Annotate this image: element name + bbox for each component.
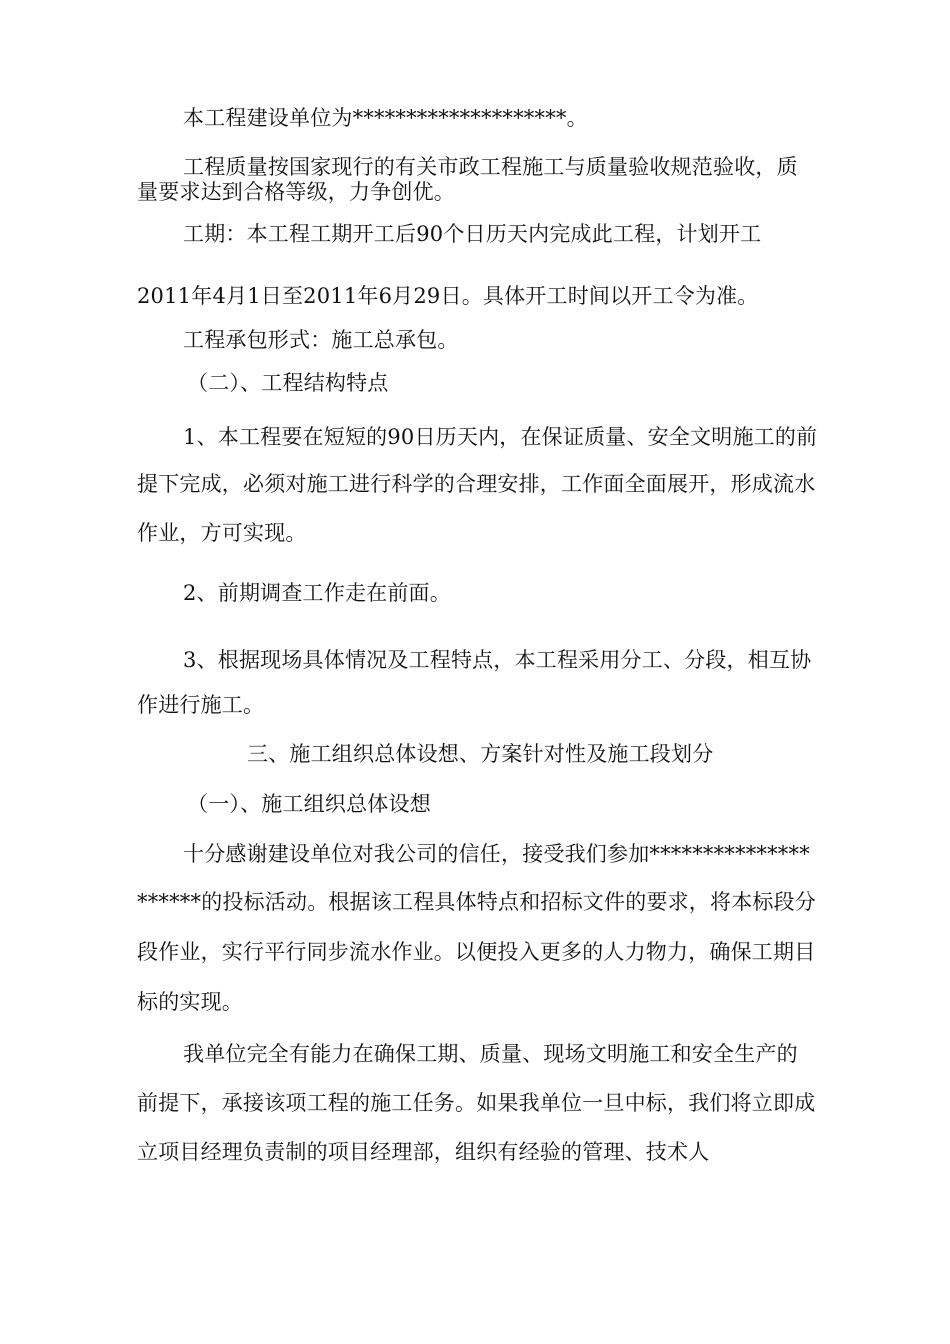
paragraph-line: 工程质量按国家现行的有关市政工程施工与质量验收规范验收，质 <box>183 155 798 179</box>
paragraph-line: 3、根据现场具体情况及工程特点，本工程采用分工、分段，相互协 <box>183 648 812 672</box>
paragraph-line: 标的实现。 <box>137 990 243 1014</box>
paragraph-line: 量要求达到合格等级，力争创优。 <box>137 180 455 204</box>
paragraph-line: 工程承包形式：施工总承包。 <box>183 328 459 352</box>
paragraph-line: 我单位完全有能力在确保工期、质量、现场文明施工和安全生产的 <box>183 1042 798 1066</box>
paragraph-line: ******的投标活动。根据该工程具体特点和招标文件的要求，将本标段分 <box>137 890 816 914</box>
paragraph-line: 本工程建设单位为********************。 <box>183 106 588 130</box>
paragraph-line: 作进行施工。 <box>137 693 265 717</box>
paragraph-line: 前提下，承接该项工程的施工任务。如果我单位一旦中标，我们将立即成 <box>137 1091 816 1115</box>
chapter-heading: 三、施工组织总体设想、方案针对性及施工段划分 <box>247 742 714 766</box>
paragraph-line: 提下完成，必须对施工进行科学的合理安排，工作面全面展开，形成流水 <box>137 472 816 496</box>
paragraph-line: 2、前期调查工作走在前面。 <box>183 581 451 605</box>
paragraph-line: 十分感谢建设单位对我公司的信任，接受我们参加*************** <box>183 842 810 866</box>
section-heading: （二）、工程结构特点 <box>187 371 389 395</box>
paragraph-line: 段作业，实行平行同步流水作业。以便投入更多的人力物力，确保工期目 <box>137 940 816 964</box>
paragraph-line: 立项目经理负责制的项目经理部，组织有经验的管理、技术人 <box>137 1140 710 1164</box>
paragraph-line: 作业，方可实现。 <box>137 521 307 545</box>
paragraph-line: 1、本工程要在短短的90日历天内，在保证质量、安全文明施工的前 <box>183 425 818 449</box>
section-heading: （一）、施工组织总体设想 <box>187 792 431 816</box>
paragraph-line: 2011年4月1日至2011年6月29日。具体开工时间以开工令为准。 <box>137 284 759 308</box>
paragraph-line: 工期：本工程工期开工后90个日历天内完成此工程，计划开工 <box>183 222 762 246</box>
